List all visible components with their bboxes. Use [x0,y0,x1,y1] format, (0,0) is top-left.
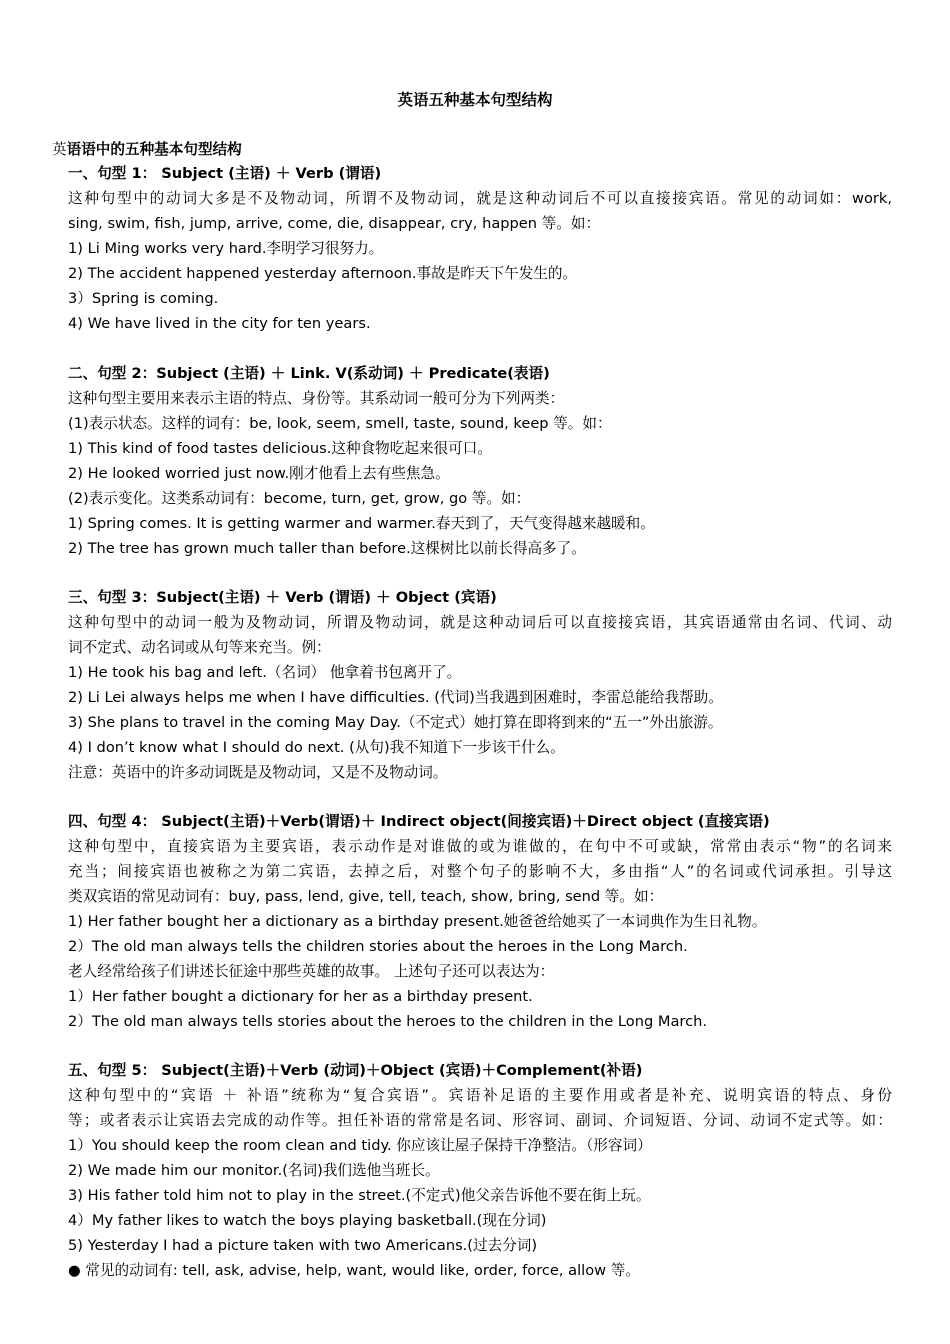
section-5-example-3: 3) His father told him not to play in the street.(不定式)他父亲告诉他不要在街上玩。 [68,1187,651,1204]
section-1-description-line-2: sing, swim, fish, jump, arrive, come, die, disappear, cry, happen 等。如： [68,215,601,232]
subtitle-lead-char: 英 [52,141,67,158]
section-4-description-line-1: 这种句型中，直接宾语为主要宾语，表示动作是对谁做的或为谁做的，在句中不可或缺，常常由表示“物”的名词来 [68,838,892,855]
section-2-heading: 二、句型 2：Subject (主语) ＋ Link. V(系动词) ＋ Predicate(表语) [68,365,550,382]
section-1-example-1: 1) Li Ming works very hard.李明学习很努力。 [68,240,384,257]
subtitle-text: 语语中的五种基本句型结构 [66,141,242,158]
section-1-description-line-1: 这种句型中的动词大多是不及物动词，所谓不及物动词，就是这种动词后不可以直接接宾语。常见的动词如：work, [68,190,892,207]
section-2-example-1: 1) This kind of food tastes delicious.这种食物吃起来很可口。 [68,440,492,457]
section-3-description-line-2: 词不定式、动名词或从句等来充当。例： [68,639,331,656]
section-5-heading: 五、句型 5： Subject(主语)＋Verb (动词)＋Object (宾语)＋Complement(补语) [68,1062,643,1079]
section-5-example-1: 1）You should keep the room clean and tidy. 你应该让屋子保持干净整洁。（形容词） [68,1137,652,1154]
section-2-category-2: (2)表示变化。这类系动词有：become, turn, get, grow, go 等。如： [68,490,531,507]
section-3-example-1: 1) He took his bag and left.（名词） 他拿着书包离开了。 [68,664,462,681]
section-5-example-2: 2) We made him our monitor.(名词)我们选他当班长。 [68,1162,440,1179]
section-3-example-3: 3) She plans to travel in the coming May Day.（不定式）她打算在即将到来的“五一”外出旅游。 [68,714,723,731]
section-5-example-5: 5) Yesterday I had a picture taken with two Americans.(过去分词) [68,1237,538,1254]
section-3-note: 注意：英语中的许多动词既是及物动词，又是不及物动词。 [68,764,448,781]
section-1-example-2: 2) The accident happened yesterday afternoon.事故是昨天下午发生的。 [68,265,578,282]
document-title: 英语五种基本句型结构 [397,91,553,109]
section-1-example-4: 4) We have lived in the city for ten years. [68,315,371,332]
section-5-description-line-1: 这种句型中的“宾语 ＋ 补语”统称为“复合宾语”。宾语补足语的主要作用或者是补充、说明宾语的特点、身份 [68,1087,892,1104]
section-3-heading: 三、句型 3：Subject(主语) ＋ Verb (谓语) ＋ Object (宾语) [68,589,497,606]
section-5-example-4: 4）My father likes to watch the boys playing basketball.(现在分词) [68,1212,547,1229]
section-4-example-2-translation: 老人经常给孩子们讲述长征途中那些英雄的故事。 上述句子还可以表达为： [68,963,555,980]
section-4-example-4: 2）The old man always tells stories about the heroes to the children in the Long March. [68,1013,708,1030]
section-1-heading: 一、句型 1： Subject (主语) ＋ Verb (谓语) [68,165,382,182]
section-4-example-2: 2）The old man always tells the children stories about the heroes in the Long March. [68,938,688,955]
section-5-common-verbs: ● 常见的动词有: tell, ask, advise, help, want, would like, order, force, allow 等。 [68,1262,640,1279]
section-4-description-line-3: 类双宾语的常见动词有：buy, pass, lend, give, tell, teach, show, bring, send 等。如： [68,888,664,905]
section-4-heading: 四、句型 4： Subject(主语)＋Verb(谓语)＋ Indirect object(间接宾语)＋Direct object (直接宾语) [68,813,770,830]
section-3-description-line-1: 这种句型中的动词一般为及物动词，所谓及物动词，就是这种动词后可以直接接宾语，其宾语通常由名词、代词、动 [68,614,892,631]
section-4-example-1: 1) Her father bought her a dictionary as a birthday present.她爸爸给她买了一本词典作为生日礼物。 [68,913,767,930]
section-3-example-4: 4) I don’t know what I should do next. (从句)我不知道下一步该干什么。 [68,739,565,756]
section-2-category-1: (1)表示状态。这样的词有：be, look, seem, smell, taste, sound, keep 等。如： [68,415,612,432]
section-4-description-line-2: 充当；间接宾语也被称之为第二宾语，去掉之后，对整个句子的影响不大，多由指“人”的名词或代词承担。引导这 [68,863,892,880]
section-2-example-3: 1) Spring comes. It is getting warmer and warmer.春天到了，天气变得越来越暖和。 [68,515,655,532]
section-2-description: 这种句型主要用来表示主语的特点、身份等。其系动词一般可分为下列两类： [68,390,565,407]
document-subtitle [52,137,242,162]
section-3-example-2: 2) Li Lei always helps me when I have difficulties. (代词)当我遇到困难时，李雷总能给我帮助。 [68,689,723,706]
section-1-example-3: 3）Spring is coming. [68,290,219,307]
section-2-example-4: 2) The tree has grown much taller than before.这棵树比以前长得高多了。 [68,540,586,557]
section-2-example-2: 2) He looked worried just now.刚才他看上去有些焦急。 [68,465,450,482]
section-4-example-3: 1）Her father bought a dictionary for her as a birthday present. [68,988,533,1005]
section-5-description-line-2: 等；或者表示让宾语去完成的动作等。担任补语的常常是名词、形容词、副词、介词短语、分词、动词不定式等。如： [68,1112,892,1129]
